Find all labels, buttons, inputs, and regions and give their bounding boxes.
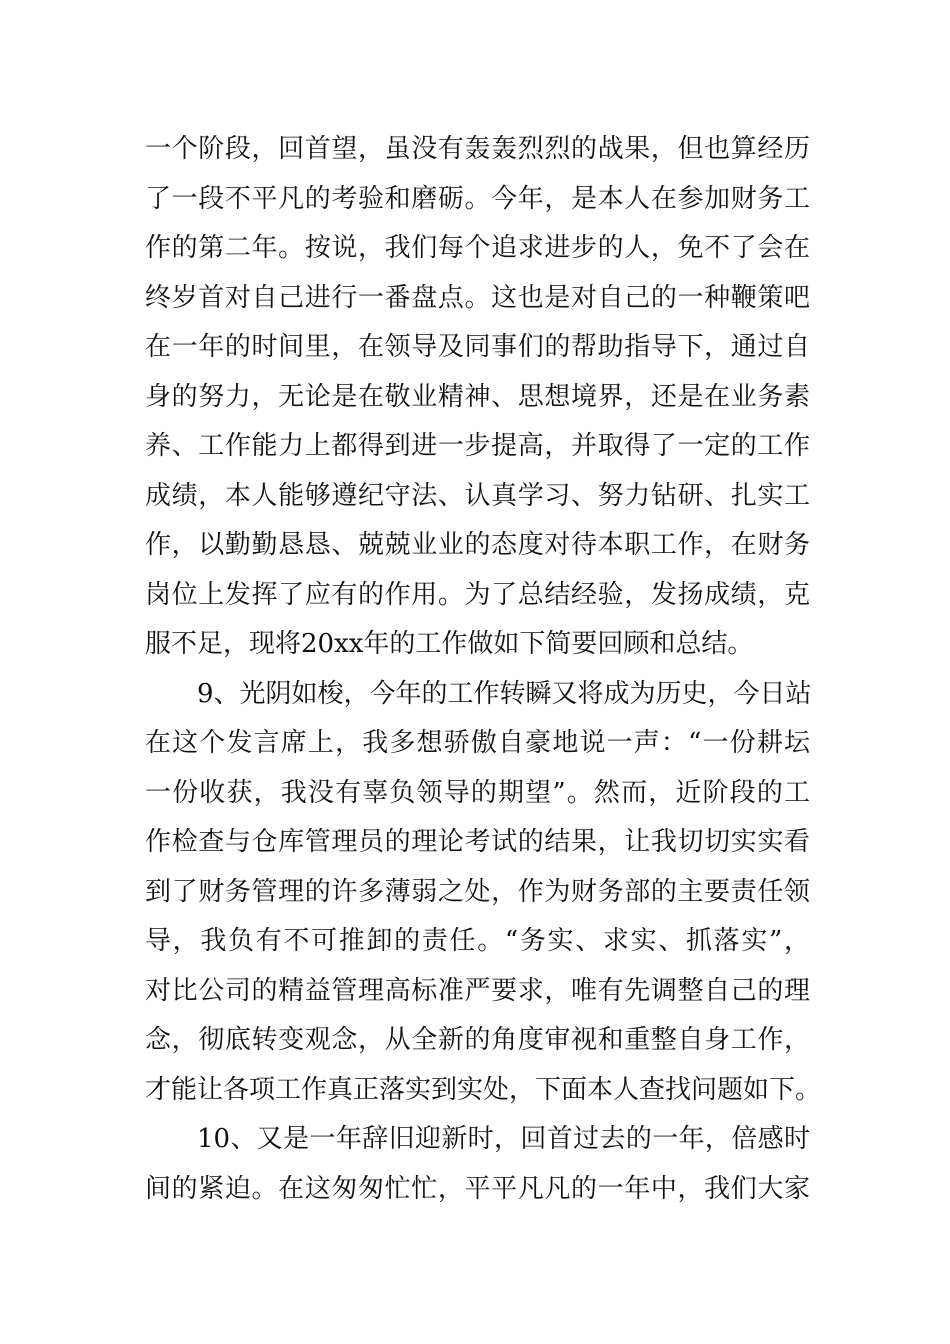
text-line: 岗位上发挥了应有的作用。为了总结经验，发扬成绩，克 [145,579,810,610]
text-line: 导，我负有不可推卸的责任。“务实、求实、抓落实”， [145,926,810,956]
text-line: 一份收获，我没有辜负领导的期望”。然而，近阶段的工 [145,777,810,808]
text-line: 养、工作能力上都得到进一步提高，并取得了一定的工作 [145,431,810,461]
text-line: 作的第二年。按说，我们每个追求进步的人，免不了会在 [145,233,810,263]
paragraph-1 [145,125,810,670]
paragraph-3 [145,1115,810,1214]
text-line: 身的努力，无论是在敬业精神、思想境界，还是在业务素 [145,381,810,412]
text-line: 才能让各项工作真正落实到实处，下面本人查找问题如下。 [145,1074,822,1105]
text-line: 成绩，本人能够遵纪守法、认真学习、努力钻研、扎实工 [145,480,810,511]
text-line: 服不足，现将20xx年的工作做如下简要回顾和总结。 [145,629,754,659]
text-line: 9、光阴如梭，今年的工作转瞬又将成为历史，今日站 [197,678,812,709]
text-line: 终岁首对自己进行一番盘点。这也是对自己的一种鞭策吧 [145,282,810,313]
text-line: 念，彻底转变观念，从全新的角度审视和重整自身工作， [145,1025,810,1055]
text-line: 作检查与仓库管理员的理论考试的结果，让我切切实实看 [145,827,810,857]
document-body [145,125,822,1214]
text-line: 到了财务管理的许多薄弱之处，作为财务部的主要责任领 [145,876,810,907]
text-line: 作，以勤勤恳恳、兢兢业业的态度对待本职工作，在财务 [145,530,810,560]
text-line: 10、又是一年辞旧迎新时，回首过去的一年，倍感时 [197,1124,810,1154]
text-line: 对比公司的精益管理高标准严要求，唯有先调整自己的理 [145,975,810,1006]
text-line: 在一年的时间里，在领导及同事们的帮助指导下，通过自 [145,332,810,362]
text-line: 一个阶段，回首望，虽没有轰轰烈烈的战果，但也算经历 [145,134,810,164]
text-line: 间的紧迫。在这匆匆忙忙，平平凡凡的一年中，我们大家 [145,1173,810,1204]
text-line: 在这个发言席上，我多想骄傲自豪地说一声：“一份耕坛 [145,728,810,758]
paragraph-2 [145,670,822,1116]
text-line: 了一段不平凡的考验和磨砺。今年，是本人在参加财务工 [145,183,810,214]
